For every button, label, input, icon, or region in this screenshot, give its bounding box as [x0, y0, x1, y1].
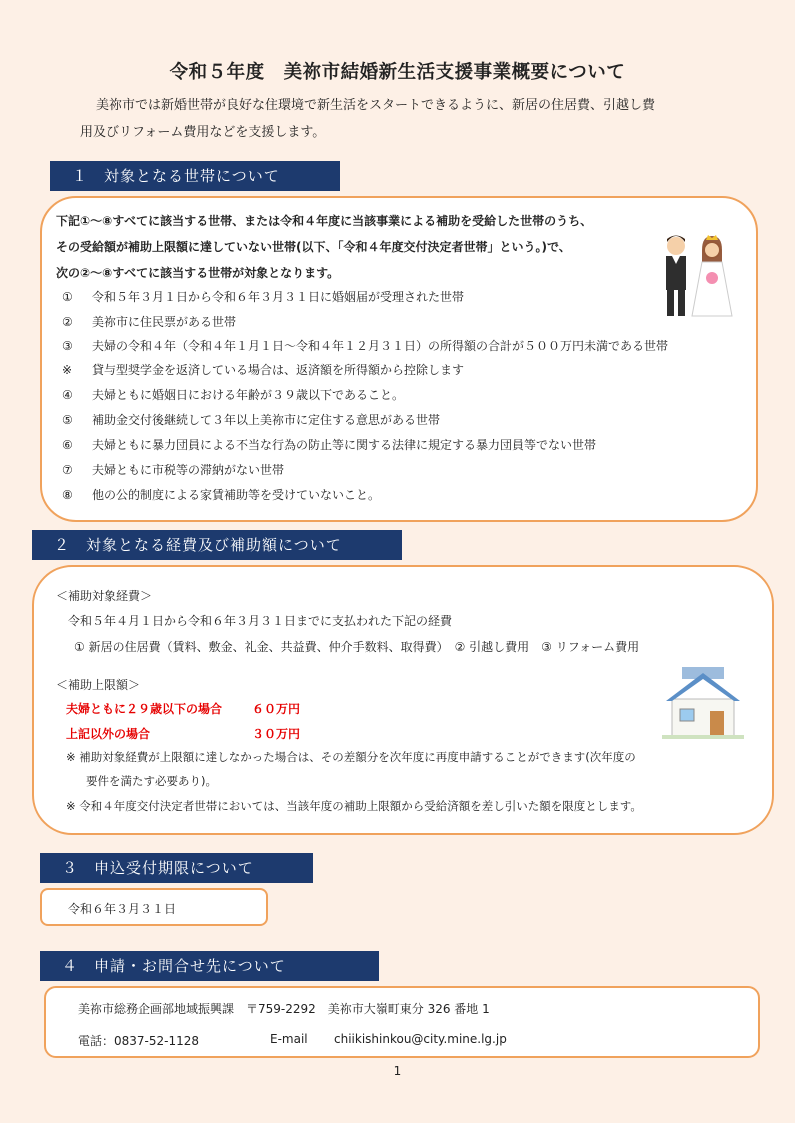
wedding-couple-illustration — [650, 228, 740, 323]
limit-label: ＜補助上限額＞ — [56, 678, 141, 692]
expense-items: ① 新居の住居費（賃料、敷金、礼金、共益費、仲介手数料、取得費） ② 引越し費用 ③ リフォーム費用 — [74, 640, 640, 654]
item-text: 夫婦ともに婚姻日における年齢が３９歳以下であること。 — [92, 388, 405, 402]
item-marker: ① — [62, 290, 73, 304]
item-text: 美祢市に住民票がある世帯 — [92, 315, 237, 329]
section1-item — [62, 436, 596, 453]
section1-box — [40, 196, 758, 522]
section1-lead-3: 次の②～⑧すべてに該当する世帯が対象となります。 — [56, 266, 340, 280]
item-text: 補助金交付後継続して３年以上美祢市に定住する意思がある世帯 — [92, 413, 441, 427]
house-door — [710, 711, 724, 737]
limit1-label: 夫婦ともに２９歳以下の場合 — [66, 702, 223, 716]
section4-heading: ４ 申請・お問合せ先について — [40, 951, 379, 981]
section3-heading: ３ 申込受付期限について — [40, 853, 313, 883]
section1-item — [62, 361, 464, 378]
expense-label: ＜補助対象経費＞ — [56, 589, 153, 603]
section1-item — [62, 313, 236, 330]
item-marker: ③ — [62, 339, 73, 353]
limit1-amount: ６０万円 — [252, 702, 301, 716]
item-marker: ② — [62, 315, 73, 329]
item-marker: ⑦ — [62, 463, 73, 477]
limit2-label: 上記以外の場合 — [66, 727, 151, 741]
contact-email-label: E-mail — [270, 1032, 308, 1046]
item-marker: ⑧ — [62, 488, 73, 502]
section3-box — [40, 888, 268, 926]
contact-address: 美祢市総務企画部地域振興課 〒759-2292 美祢市大嶺町東分 326 番地 1 — [78, 1002, 490, 1016]
page-title: 令和５年度 美祢市結婚新生活支援事業概要について — [169, 62, 626, 83]
expense-period: 令和５年４月１日から令和６年３月３１日までに支払われた下記の経費 — [68, 614, 453, 628]
item-text: 夫婦の令和４年（令和４年１月１日～令和４年１２月３１日）の所得額の合計が５００万円未満である世帯 — [92, 339, 669, 353]
item-marker: ⑥ — [62, 438, 73, 452]
item-text: 夫婦ともに暴力団員による不当な行為の防止等に関する法律に規定する暴力団員等でない世帯 — [92, 438, 597, 452]
note-1a: ※ 補助対象経費が上限額に達しなかった場合は、その差額分を次年度に再度申請することができます(次年度の — [66, 750, 636, 764]
section1-item — [62, 411, 440, 428]
item-text: 令和５年３月１日から令和６年３月３１日に婚姻届が受理された世帯 — [92, 290, 465, 304]
section1-item — [62, 337, 668, 354]
section2-heading: ２ 対象となる経費及び補助額について — [32, 530, 402, 560]
contact-phone: 電話：0837-52-1128 — [78, 1034, 200, 1048]
item-marker: ※ — [62, 363, 73, 377]
section1-lead-2: その受給額が補助上限額に達していない世帯(以下、「令和４年度交付決定者世帯」という。)で、 — [56, 240, 571, 254]
section1-lead-1: 下記①～⑧すべてに該当する世帯、または令和４年度に当該事業による補助を受給した世帯のうち、 — [56, 214, 593, 228]
item-text: 夫婦ともに市税等の滞納がない世帯 — [92, 463, 285, 477]
intro-line-1: 美祢市では新婚世帯が良好な住環境で新生活をスタートできるように、新居の住居費、引越し費 — [96, 98, 656, 113]
intro-text — [80, 92, 750, 146]
section2-box — [32, 565, 774, 835]
section1-item — [62, 288, 464, 305]
intro-line-2: 用及びリフォーム費用などを支援します。 — [80, 125, 326, 140]
house-illustration — [662, 665, 744, 741]
section1-heading: １ 対象となる世帯について — [50, 161, 340, 191]
contact-email[interactable]: chiikishinkou@city.mine.lg.jp — [334, 1032, 507, 1046]
section1-item — [62, 461, 284, 478]
deadline: 令和６年３月３１日 — [68, 902, 177, 916]
item-text: 他の公的制度による家賃補助等を受けていないこと。 — [92, 488, 381, 502]
item-marker: ⑤ — [62, 413, 73, 427]
note-2: ※ 令和４年度交付決定者世帯においては、当該年度の補助上限額から受給済額を差し引いた額を限度とします。 — [66, 799, 642, 813]
page-number: 1 — [393, 1064, 402, 1078]
section4-box — [44, 986, 760, 1058]
note-1b: 要件を満たす必要あり)。 — [86, 774, 217, 788]
item-text: 貸与型奨学金を返済している場合は、返済額を所得額から控除します — [92, 363, 465, 377]
item-marker: ④ — [62, 388, 73, 402]
section1-item — [62, 486, 380, 503]
limit2-amount: ３０万円 — [252, 727, 301, 741]
section1-item — [62, 386, 404, 403]
bride-dress — [692, 262, 732, 316]
